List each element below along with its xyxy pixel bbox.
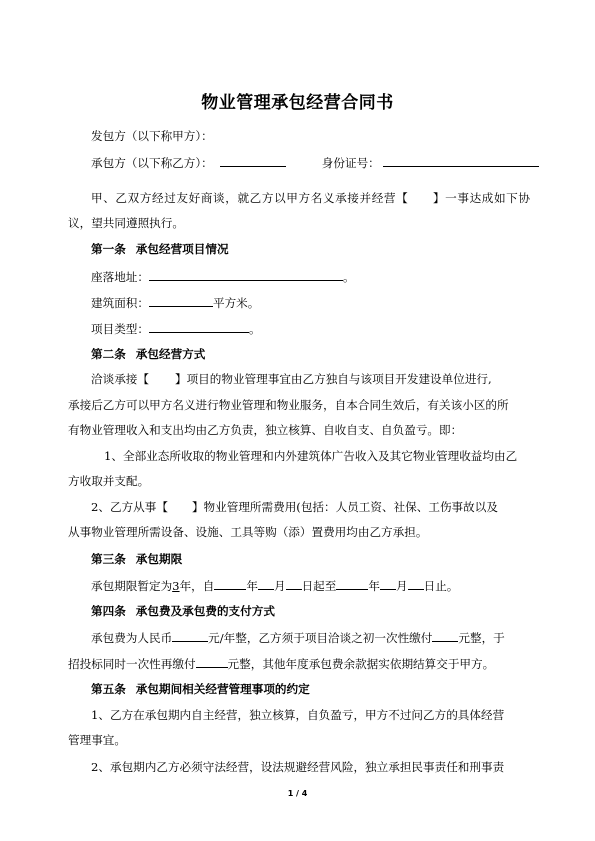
fee-line-1: 承包费为人民币 元/年整，乙方须于项目洽谈之初一次性缴付 元整，于 <box>91 631 505 645</box>
id-number-blank[interactable] <box>383 154 539 167</box>
article-5-p1-l2: 管理事宜。 <box>68 733 126 747</box>
location-label: 座落地址： <box>91 270 149 284</box>
project-type-blank[interactable] <box>149 320 249 333</box>
area-label: 建筑面积： <box>91 296 149 310</box>
id-number-label: 身份证号： <box>321 156 380 170</box>
page-number: 1 / 4 <box>287 789 308 798</box>
article-5-p2-l1: 2、承包期内乙方必须守法经营，设法规避经营风险，独立承担民事责任和刑事责 <box>91 760 505 774</box>
page-title: 物业管理承包经营合同书 <box>201 93 394 113</box>
end-month-blank[interactable] <box>380 577 396 590</box>
party-a-label: 发包方（以下称甲方）： <box>91 129 213 143</box>
project-type-line: 项目类型： 。 <box>91 322 261 336</box>
fee-line-2: 招投标同时一次性再缴付 元整，其他年度承包费余款据实依期结算交于甲方。 <box>68 657 495 671</box>
article-2-p3-l1: 2、乙方从事【 】物业管理所需费用(包括：人员工资、社保、工伤事故以及 <box>91 500 498 514</box>
article-4-heading: 第四条 承包费及承包费的支付方式 <box>91 604 275 618</box>
article-2-p2-l1: 1、全部业态所收取的物业管理和内外建筑体广告收入及其它物业管理收益均由乙 <box>104 449 518 463</box>
party-b-label: 承包方（以下称乙方）： <box>91 156 213 170</box>
term-line: 承包期限暂定为3年，自 年 月 日起至 年 月 日止。 <box>91 579 459 593</box>
article-2-p1-l3: 有物业管理收入和支出均由乙方负责，独立核算、自收自支、自负盈亏。即： <box>68 423 463 437</box>
article-2-p3-l2: 从事物业管理所需设备、设施、工具等购（添）置费用均由乙方承担。 <box>68 525 428 539</box>
article-5-heading: 第五条 承包期间相关经营管理事项的约定 <box>91 682 310 696</box>
bid-fee-blank[interactable] <box>196 655 228 668</box>
article-2-p2-l2: 方收取并支配。 <box>68 474 150 488</box>
party-b-name-blank[interactable] <box>220 154 286 167</box>
article-2-heading: 第二条 承包经营方式 <box>91 347 206 361</box>
party-a-line <box>68 128 553 144</box>
party-b-line <box>68 154 553 171</box>
start-month-blank[interactable] <box>258 577 274 590</box>
article-2-p1-l1: 洽谈承接【 】项目的物业管理事宜由乙方独自与该项目开发建设单位进行, <box>91 372 492 386</box>
area-blank[interactable] <box>149 294 213 307</box>
start-year-blank[interactable] <box>214 577 246 590</box>
end-year-blank[interactable] <box>336 577 368 590</box>
end-day-blank[interactable] <box>408 577 424 590</box>
article-5-p1-l1: 1、乙方在承包期内自主经营，独立核算，自负盈亏，甲方不过问乙方的具体经营 <box>91 708 505 722</box>
article-3-heading: 第三条 承包期限 <box>91 552 183 566</box>
location-blank[interactable] <box>149 268 343 281</box>
start-day-blank[interactable] <box>286 577 302 590</box>
article-1-heading: 第一条 承包经营项目情况 <box>91 242 229 256</box>
location-line: 座落地址： 。 <box>91 270 355 284</box>
intro-line-2: 议，望共同遵照执行。 <box>68 216 184 230</box>
annual-fee-blank[interactable] <box>172 629 208 642</box>
term-years: 3 <box>172 579 180 593</box>
intro-line-1: 甲、乙双方经过友好商谈，就乙方以甲方名义承接并经营【 】一事达成如下协 <box>91 191 530 205</box>
initial-fee-blank[interactable] <box>432 629 458 642</box>
project-type-label: 项目类型： <box>91 322 149 336</box>
area-line: 建筑面积： 平方米。 <box>91 296 260 310</box>
article-2-p1-l2: 承接后乙方可以甲方名义进行物业管理和物业服务，自本合同生效后，有关该小区的所 <box>68 398 509 412</box>
